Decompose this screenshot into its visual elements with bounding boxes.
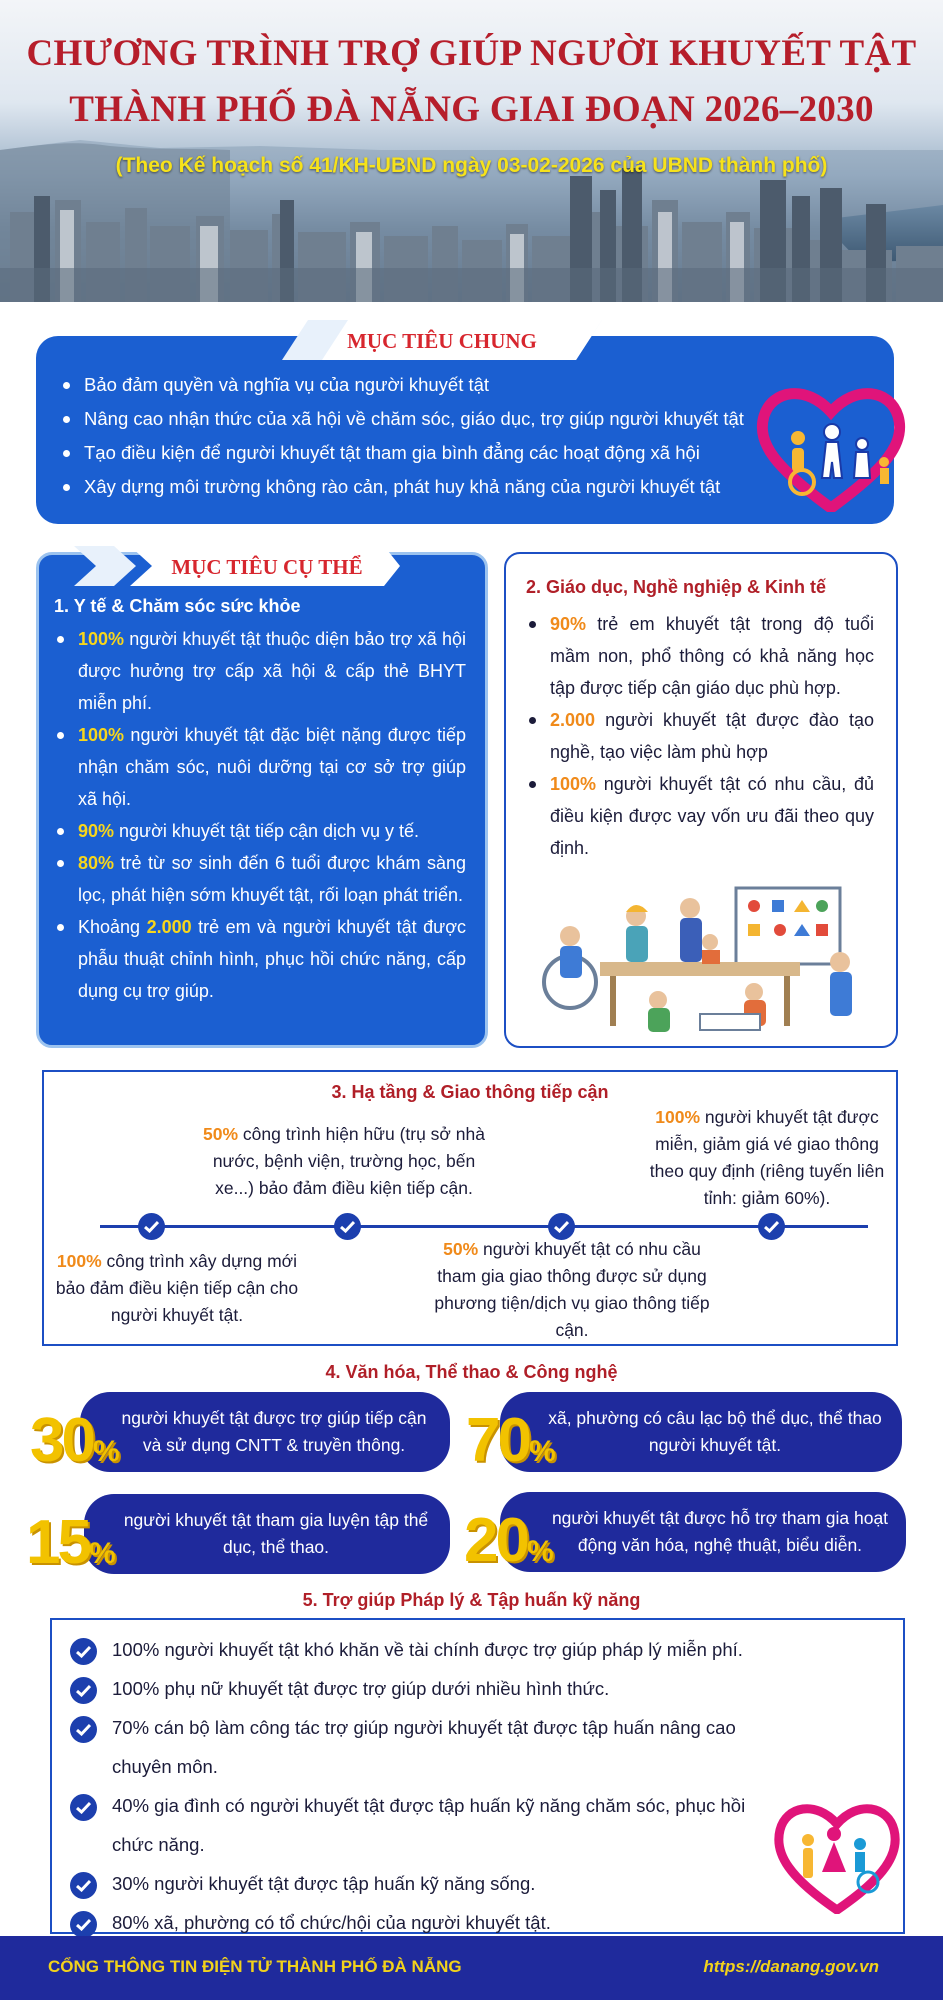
stat-number: 100% [655, 1107, 701, 1127]
phap-ly-section [50, 1618, 905, 1934]
check-icon [70, 1716, 97, 1743]
stat-text: người khuyết tật thuộc diện bảo trợ xã hội được hưởng trợ cấp xã hội & cấp thẻ BHYT miễn phí. [78, 629, 466, 713]
stat-number: 80% [78, 853, 115, 873]
list-item [54, 815, 466, 847]
stat-number: 100% [550, 774, 597, 794]
footer [0, 1936, 943, 2000]
header-banner [0, 0, 943, 302]
heart-disability-icon [756, 378, 906, 512]
stat-text: người khuyết tật được trợ giúp tiếp cận và sử dụng CNTT & truyền thông. [121, 1408, 427, 1455]
ha-tang-section [42, 1070, 898, 1346]
stat-number: 100% [78, 629, 125, 649]
list-item: Tạo điều kiện để người khuyết tật tham gia bình đẳng các hoạt động xã hội [60, 436, 780, 470]
list-item: 100% phụ nữ khuyết tật được trợ giúp dưới nhiều hình thức. [70, 1669, 860, 1708]
big-number: 70% [466, 1406, 556, 1475]
van-hoa-pill [500, 1392, 902, 1472]
stat-text: trẻ từ sơ sinh đến 6 tuổi được khám sàng lọc, phát hiện sớm khuyết tật, rối loạn phát triển. [78, 853, 466, 905]
van-hoa-pill [84, 1494, 450, 1574]
stat-text: người khuyết tật có nhu cầu, đủ điều kiện được vay vốn ưu đãi theo quy định. [550, 774, 874, 858]
muc-tieu-chung-list [60, 368, 780, 504]
van-hoa-heading: 4. Văn hóa, Thể thao & Công nghệ [325, 1362, 618, 1382]
list-item: 40% gia đình có người khuyết tật được tập huấn kỹ năng chăm sóc, phục hồi chức năng. [70, 1786, 860, 1864]
check-icon [70, 1638, 97, 1665]
van-hoa-pill [80, 1392, 450, 1472]
list-item: 100% người khuyết tật khó khăn về tài chính được trợ giúp pháp lý miễn phí. [70, 1630, 860, 1669]
stat-text: công trình xây dựng mới bảo đảm điều kiện tiếp cận cho người khuyết tật. [55, 1251, 299, 1325]
phap-ly-heading: 5. Trợ giúp Pháp lý & Tập huấn kỹ năng [302, 1590, 641, 1610]
giao-duc-list [526, 608, 874, 864]
check-icon [70, 1794, 97, 1821]
check-icon [758, 1213, 785, 1240]
list-item [54, 623, 466, 719]
list-item: 70% cán bộ làm công tác trợ giúp người khuyết tật được tập huấn nâng cao chuyên môn. [70, 1708, 860, 1786]
stat-prefix: Khoảng [78, 917, 147, 937]
stat-text: trẻ em và người khuyết tật được phẫu thuật chỉnh hình, phục hồi chức năng, cấp dụng cụ trợ giúp. [78, 917, 467, 1001]
giao-duc-heading: 2. Giáo dục, Nghề nghiệp & Kinh tế [526, 577, 827, 597]
list-item [54, 847, 466, 911]
stat-text: xã, phường có câu lạc bộ thể dục, thể thao người khuyết tật. [548, 1408, 882, 1455]
list-item: Bảo đảm quyền và nghĩa vụ của người khuyết tật [60, 368, 780, 402]
check-icon [138, 1213, 165, 1240]
list-item [526, 608, 874, 704]
page-title-line1: CHƯƠNG TRÌNH TRỢ GIÚP NGƯỜI KHUYẾT TẬT [26, 33, 917, 74]
muc-tieu-cu-the-ribbon [74, 546, 400, 586]
ha-tang-item [54, 1248, 300, 1329]
stat-number: 90% [550, 614, 587, 634]
big-number: 20% [464, 1506, 554, 1575]
list-item: 30% người khuyết tật được tập huấn kỹ năng sống. [70, 1864, 860, 1903]
muc-tieu-cu-the-title: MỤC TIÊU CỤ THỂ [171, 555, 363, 579]
check-icon [70, 1677, 97, 1704]
stat-text: công trình hiện hữu (trụ sở nhà nước, bệnh viện, trường học, bến xe...) bảo đảm điều kiện tiếp cận. [212, 1124, 485, 1198]
y-te-heading: 1. Y tế & Chăm sóc sức khỏe [54, 596, 301, 616]
heart-family-icon [772, 1794, 902, 1914]
stat-text: người khuyết tật được đào tạo nghề, tạo việc làm phù hợp [550, 710, 874, 762]
stat-number: 100% [78, 725, 125, 745]
list-item [54, 911, 466, 1007]
ha-tang-heading: 3. Hạ tầng & Giao thông tiếp cận [331, 1082, 609, 1102]
big-number: 15% [26, 1508, 116, 1577]
big-number: 30% [30, 1406, 120, 1475]
stat-text: người khuyết tật có nhu cầu tham gia giao thông được sử dụng phương tiện/dịch vụ giao thông tiếp cận. [434, 1239, 710, 1340]
stat-text: người khuyết tật được miễn, giảm giá vé giao thông theo quy định (riêng tuyến liên tỉnh: giảm 60%). [649, 1107, 885, 1208]
list-item [54, 719, 466, 815]
muc-tieu-chung-ribbon [282, 320, 602, 360]
list-item [526, 704, 874, 768]
check-icon [70, 1872, 97, 1899]
stat-number: 100% [56, 1251, 102, 1271]
ha-tang-item [434, 1236, 710, 1344]
timeline-line [100, 1225, 868, 1228]
footer-portal-name: CỔNG THÔNG TIN ĐIỆN TỬ THÀNH PHỐ ĐÀ NẴNG [48, 1957, 462, 1976]
list-item: Xây dựng môi trường không rào cản, phát huy khả năng của người khuyết tật [60, 470, 780, 504]
list-item: Nâng cao nhận thức của xã hội về chăm sóc, giáo dục, trợ giúp người khuyết tật [60, 402, 780, 436]
stat-number: 50% [443, 1239, 479, 1259]
giao-duc-panel [504, 552, 898, 1048]
list-item: 80% xã, phường có tổ chức/hội của người khuyết tật. [70, 1903, 860, 1942]
ha-tang-item [194, 1121, 494, 1202]
stat-number: 2.000 [146, 917, 192, 937]
classroom-illustration [540, 882, 868, 1042]
stat-number: 2.000 [550, 710, 596, 730]
phap-ly-list [70, 1630, 860, 1942]
page-subtitle: (Theo Kế hoạch số 41/KH-UBND ngày 03-02-2026 của UBND thành phố) [115, 154, 828, 177]
stat-number: 50% [203, 1124, 239, 1144]
page-title-line2: THÀNH PHỐ ĐÀ NẴNG GIAI ĐOẠN 2026–2030 [69, 89, 874, 130]
list-item [526, 768, 874, 864]
muc-tieu-chung-title: MỤC TIÊU CHUNG [347, 329, 537, 353]
stat-text: người khuyết tật tham gia luyện tập thể dục, thể thao. [123, 1510, 429, 1557]
check-icon [70, 1911, 97, 1938]
y-te-list [54, 623, 466, 1007]
van-hoa-pill [500, 1492, 906, 1572]
stat-number: 90% [78, 821, 115, 841]
stat-text: người khuyết tật đặc biệt nặng được tiếp nhận chăm sóc, nuôi dưỡng tại cơ sở trợ giúp xã hội. [78, 725, 466, 809]
stat-text: trẻ em khuyết tật trong độ tuổi mầm non, phổ thông có khả năng học tập được tiếp cận giáo dục phù hợp. [550, 614, 874, 698]
stat-text: người khuyết tật tiếp cận dịch vụ y tế. [114, 821, 420, 841]
y-te-content [54, 596, 466, 1007]
ha-tang-item [644, 1104, 890, 1212]
stat-text: người khuyết tật được hỗ trợ tham gia hoạt động văn hóa, nghệ thuật, biểu diễn. [551, 1508, 889, 1555]
check-icon [334, 1213, 361, 1240]
footer-website-link[interactable]: https://danang.gov.vn [703, 1957, 879, 1976]
